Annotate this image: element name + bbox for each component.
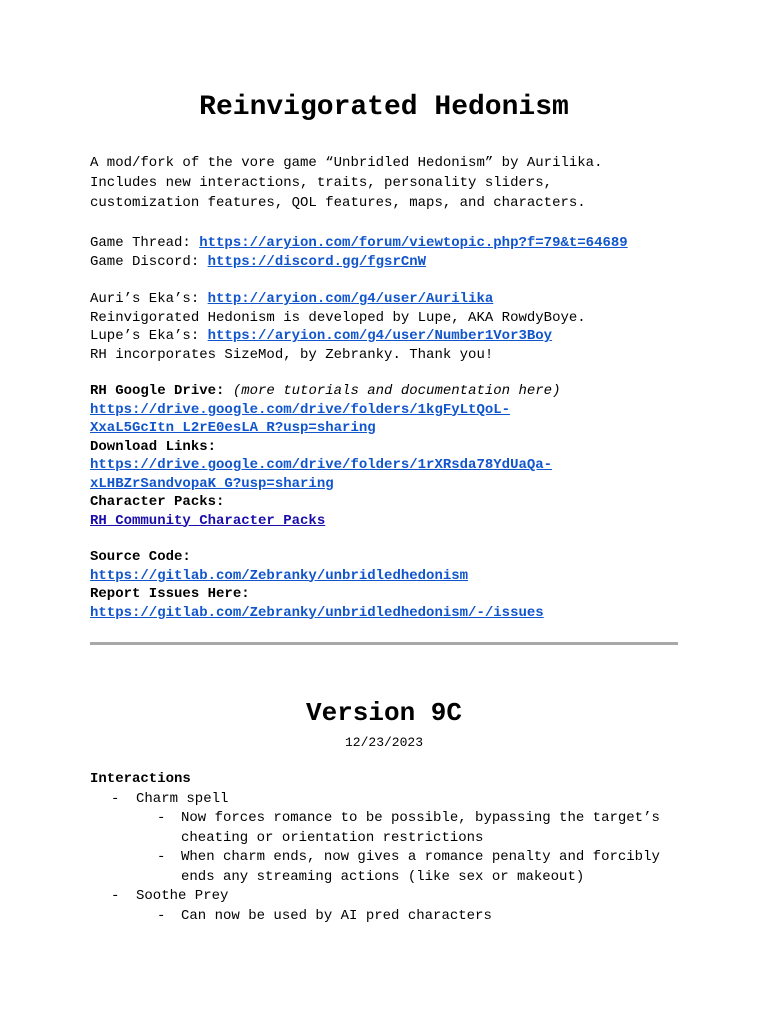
- game-thread-label: Game Thread:: [90, 235, 200, 251]
- report-issues-link[interactable]: https://gitlab.com/Zebranky/unbridledhedonism/-/issues: [90, 604, 544, 621]
- report-issues-label: Report Issues Here:: [90, 586, 250, 602]
- game-thread-line: [90, 234, 690, 253]
- auri-eka-line: [90, 290, 690, 309]
- community-links: [90, 234, 690, 271]
- list-subitem-line: ends any streaming actions (like sex or makeout): [181, 868, 585, 885]
- google-drive-note: (more tutorials and documentation here): [232, 383, 561, 399]
- list-subitem-line: Can now be used by AI pred characters: [181, 907, 492, 924]
- game-discord-line: [90, 253, 690, 272]
- list-bullet: -: [111, 790, 120, 807]
- intro-line: customization features, QOL features, maps, and characters.: [90, 195, 586, 211]
- download-links-label: Download Links:: [90, 438, 217, 455]
- source-code-label: Source Code:: [90, 549, 191, 565]
- google-drive-link[interactable]: XxaL5GcItn_L2rE0esLA_R?usp=sharing: [90, 420, 376, 436]
- list-bullet: -: [111, 888, 120, 904]
- lupe-eka-link[interactable]: https://aryion.com/g4/user/Number1Vor3Boy: [207, 328, 553, 344]
- list-subitem-line: When charm ends, now gives a romance penalty and forcibly: [181, 849, 660, 865]
- changelog: [90, 770, 690, 926]
- list-bullet: -: [157, 907, 166, 924]
- intro-paragraph: [90, 153, 690, 213]
- download-link-line2: [90, 475, 690, 494]
- auri-eka-link[interactable]: http://aryion.com/g4/user/Aurilika: [207, 291, 494, 307]
- download-link[interactable]: https://drive.google.com/drive/folders/1rXRsda78YdUaQa-: [90, 457, 553, 473]
- version-title: Version 9C: [305, 698, 463, 728]
- list-subitem: [90, 848, 690, 887]
- sizemod-note: RH incorporates SizeMod, by Zebranky. Thank you!: [90, 346, 494, 363]
- character-packs-link[interactable]: RH Community Character Packs: [90, 512, 326, 529]
- changelog-heading: Interactions: [90, 771, 191, 787]
- horizontal-divider: [90, 642, 678, 645]
- list-subitem: [90, 809, 690, 848]
- download-link[interactable]: xLHBZrSandvopaK_G?usp=sharing: [90, 475, 334, 492]
- source-code-link-line: [90, 567, 690, 586]
- google-drive-link-line1: [90, 401, 690, 420]
- report-issues-link-line: [90, 604, 690, 623]
- document-title: Reinvigorated Hedonism: [199, 92, 569, 123]
- source-code-link[interactable]: https://gitlab.com/Zebranky/unbridledhedonism: [90, 567, 469, 584]
- list-subitem-line: Now forces romance to be possible, bypassing the target’s: [181, 810, 660, 826]
- source-block: [90, 548, 690, 622]
- google-drive-line: [90, 382, 690, 401]
- google-drive-link-line2: [90, 419, 690, 438]
- game-thread-link[interactable]: https://aryion.com/forum/viewtopic.php?f=79&t=64689: [199, 235, 628, 251]
- credits-block: [90, 290, 690, 364]
- downloads-block: [90, 382, 690, 530]
- intro-line: Includes new interactions, traits, personality sliders,: [90, 175, 553, 191]
- download-link-line1: [90, 456, 690, 475]
- list-item-label: Soothe Prey: [136, 888, 229, 904]
- version-date: 12/23/2023: [344, 735, 423, 750]
- intro-line: A mod/fork of the vore game “Unbridled Hedonism” by Aurilika.: [90, 155, 603, 171]
- game-discord-link[interactable]: https://discord.gg/fgsrCnW: [207, 253, 427, 270]
- list-subitem: [90, 907, 690, 927]
- auri-eka-label: Auri’s Eka’s:: [90, 291, 208, 307]
- list-bullet: -: [157, 810, 166, 826]
- lupe-eka-label: Lupe’s Eka’s:: [90, 328, 208, 344]
- list-bullet: -: [157, 849, 166, 865]
- character-packs-link-line: [90, 512, 690, 531]
- list-subitem-line: cheating or orientation restrictions: [181, 829, 484, 846]
- game-discord-label: Game Discord:: [90, 253, 208, 270]
- list-item-label: Charm spell: [136, 790, 229, 807]
- character-packs-label: Character Packs:: [90, 494, 225, 510]
- list-item: [90, 887, 690, 907]
- google-drive-link[interactable]: https://drive.google.com/drive/folders/1kgFyLtQoL-: [90, 401, 511, 418]
- developed-by-text: Reinvigorated Hedonism is developed by Lupe, AKA RowdyBoye.: [90, 309, 586, 326]
- google-drive-label: RH Google Drive:: [90, 383, 225, 399]
- list-item: [90, 790, 690, 810]
- lupe-eka-line: [90, 327, 690, 346]
